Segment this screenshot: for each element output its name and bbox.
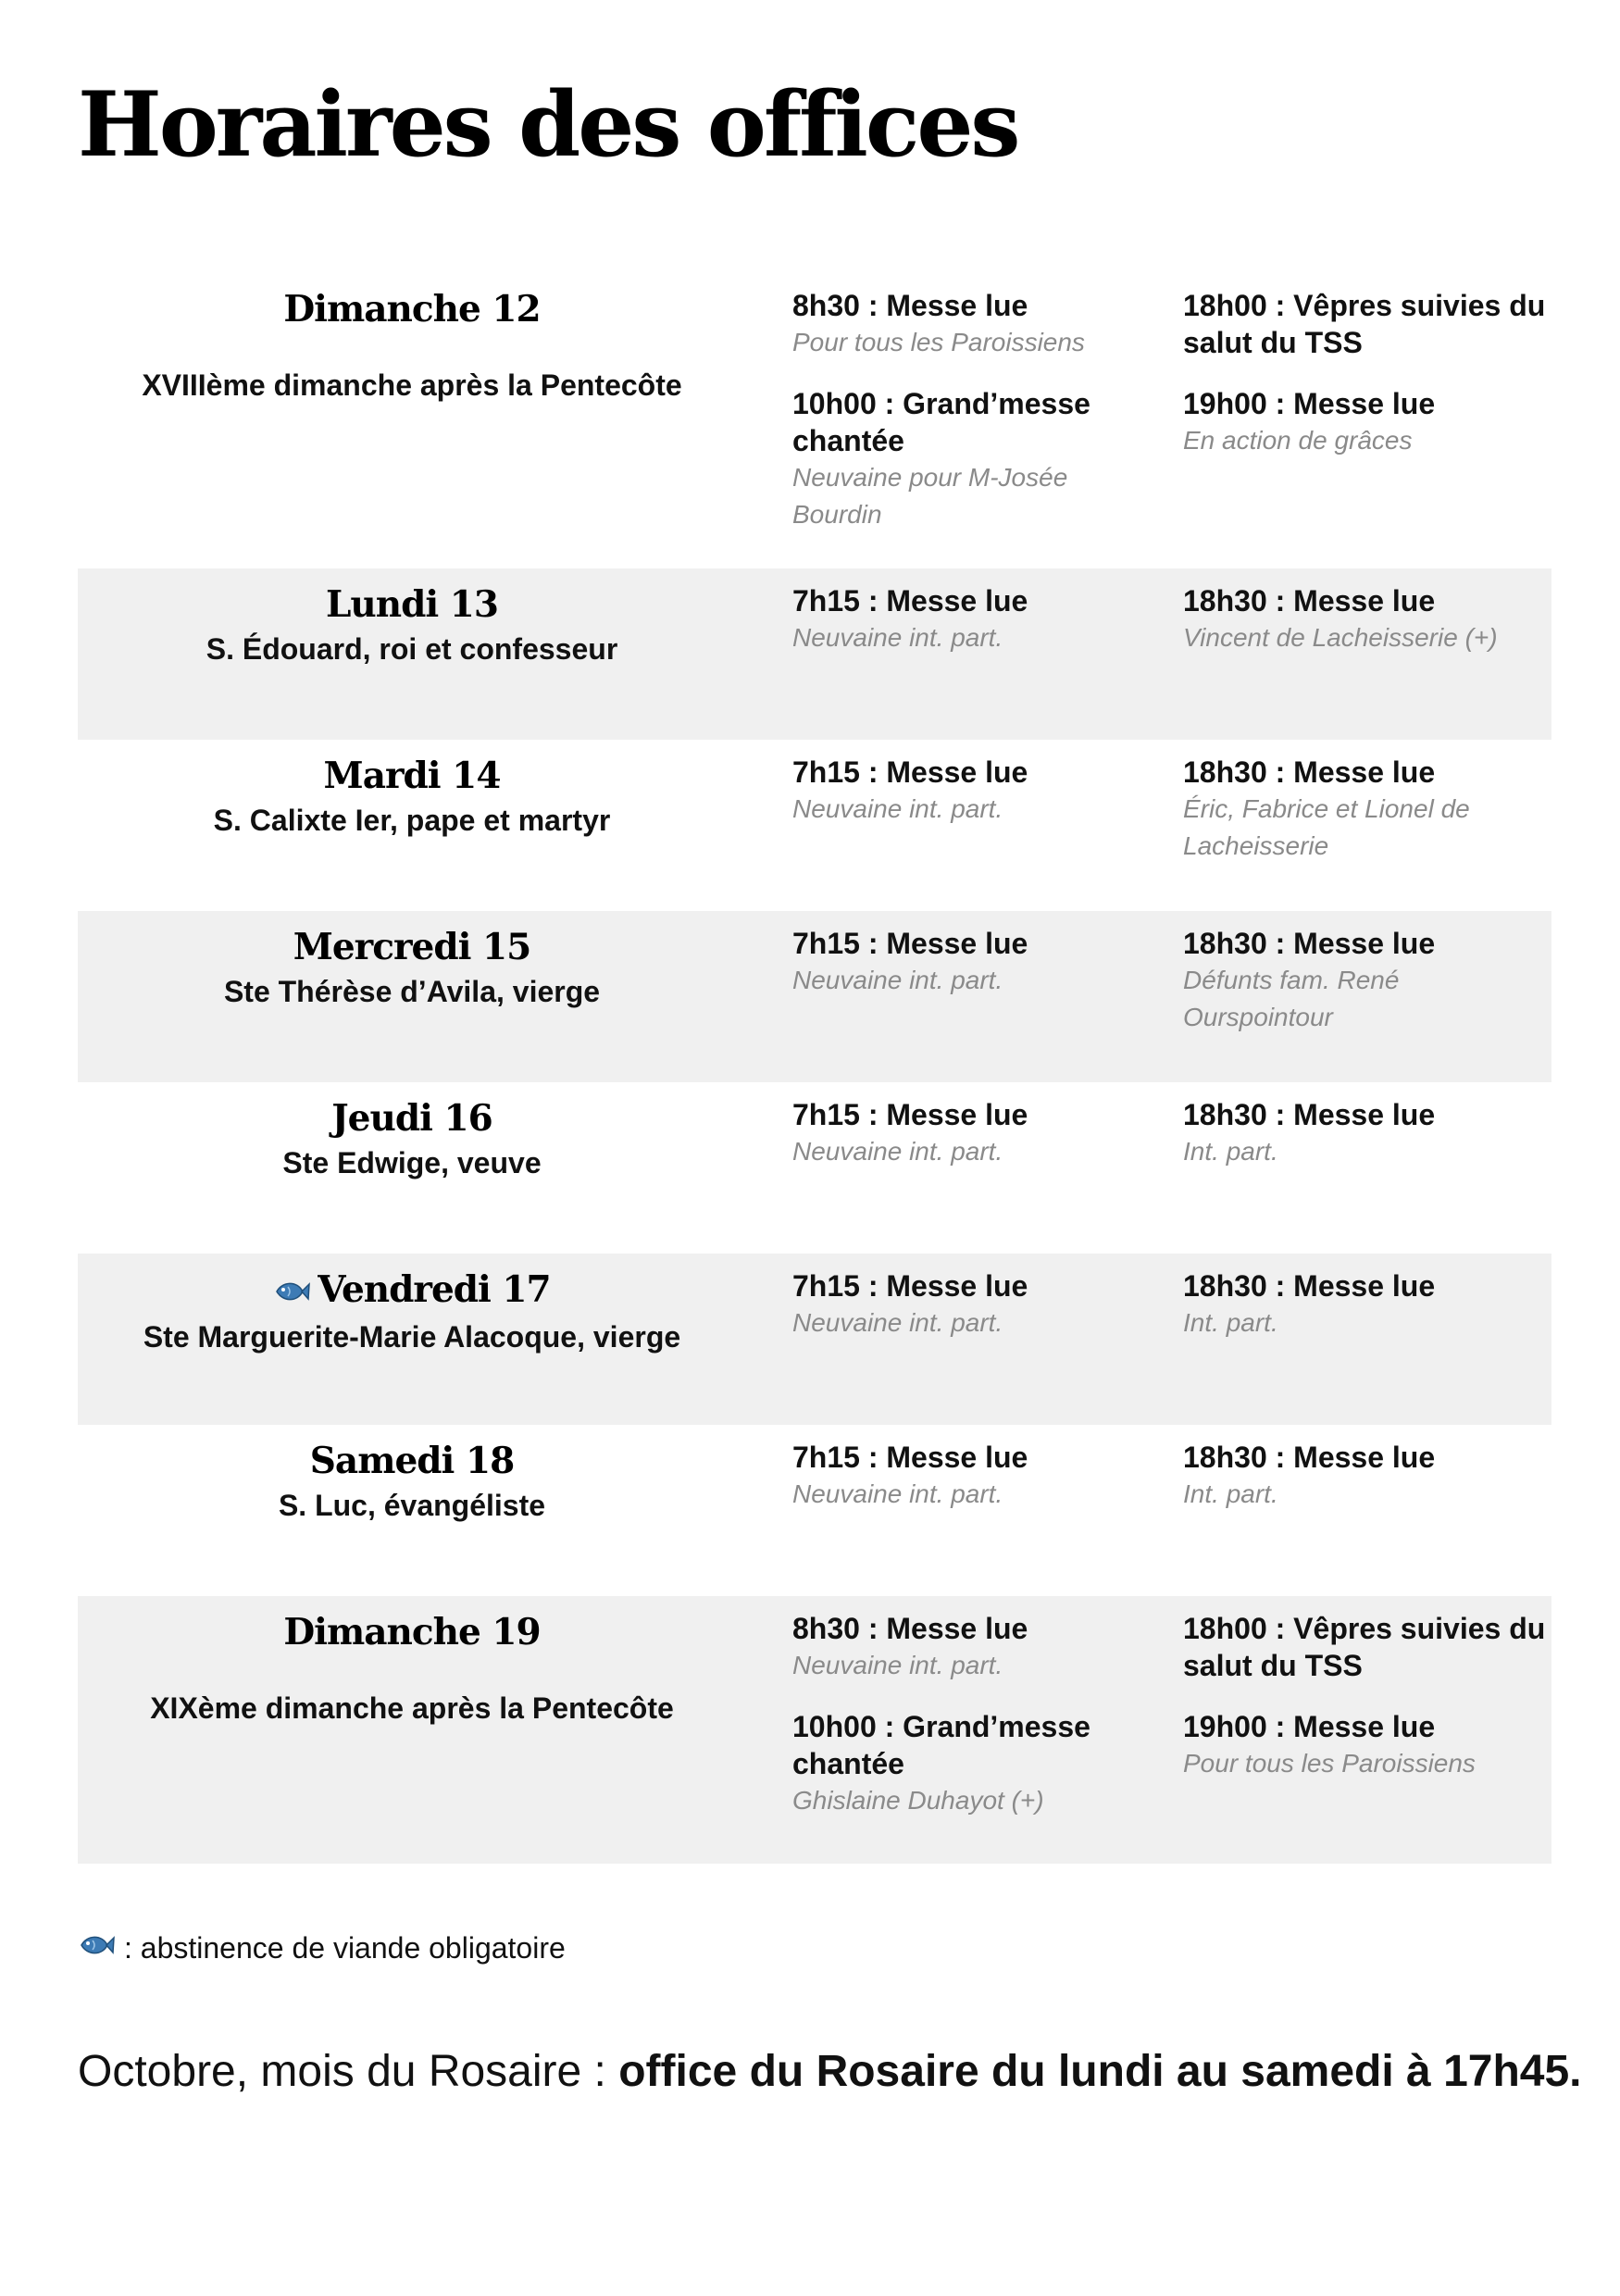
evening-offices [1183, 1267, 1550, 1366]
office-intention: Neuvaine int. part. [792, 1308, 1003, 1337]
rosary-notice [78, 2046, 1582, 2097]
day-header [78, 1610, 746, 1730]
office-time: 18h30 : Messe lue [1183, 1441, 1436, 1474]
day-name [78, 1096, 746, 1141]
office-entry [1183, 1610, 1550, 1684]
day-row [78, 568, 1551, 740]
day-name-text: Dimanche 12 [283, 288, 541, 331]
office-entry [792, 925, 1144, 999]
feast-name: Ste Edwige, veuve [282, 1146, 542, 1179]
day-name [78, 287, 746, 331]
evening-offices [1183, 754, 1550, 889]
feast-name: XVIIIème dimanche après la Pentecôte [142, 368, 682, 402]
day-header [78, 1439, 746, 1528]
day-row [78, 1254, 1551, 1425]
office-time: 8h30 : Messe lue [792, 289, 1028, 322]
office-entry [1183, 1708, 1550, 1782]
office-time: 8h30 : Messe lue [792, 1612, 1028, 1645]
office-intention: Neuvaine pour M-Josée Bourdin [792, 463, 1068, 529]
office-entry [1183, 1439, 1550, 1513]
evening-offices [1183, 925, 1550, 1060]
morning-offices [792, 1610, 1144, 1843]
office-intention: Neuvaine int. part. [792, 1651, 1003, 1679]
feast-name: Ste Thérèse d’Avila, vierge [223, 975, 601, 1008]
office-time: 10h00 : Grand’messe chantée [792, 1710, 1090, 1780]
day-row [78, 1082, 1551, 1254]
office-time: 18h30 : Messe lue [1183, 1269, 1436, 1303]
office-entry [1183, 582, 1550, 656]
feast-name: Ste Marguerite-Marie Alacoque, vierge [143, 1320, 681, 1354]
rosary-notice-lead: Octobre, mois du Rosaire : [78, 2047, 619, 2096]
day-name [78, 1439, 746, 1483]
office-intention: Pour tous les Paroissiens [1183, 1749, 1476, 1778]
office-entry [1183, 1096, 1550, 1170]
evening-offices [1183, 582, 1550, 680]
office-time: 7h15 : Messe lue [792, 1098, 1028, 1131]
office-intention: Neuvaine int. part. [792, 966, 1003, 994]
office-intention: Pour tous les Paroissiens [792, 328, 1085, 356]
office-intention: Ghislaine Duhayot (+) [792, 1786, 1044, 1815]
office-intention: Défunts fam. René Ourspointour [1183, 966, 1400, 1031]
office-time: 10h00 : Grand’messe chantée [792, 387, 1090, 457]
morning-offices [792, 582, 1144, 680]
legend-text: : abstinence de viande obligatoire [124, 1931, 566, 1965]
day-name-text: Jeudi 16 [331, 1097, 492, 1140]
office-intention: Int. part. [1183, 1479, 1278, 1508]
day-row [78, 273, 1551, 568]
office-entry [792, 754, 1144, 828]
day-name-text: Vendredi 17 [318, 1268, 551, 1311]
page-title: Horaires des offices [78, 72, 1018, 177]
day-header [78, 925, 746, 1014]
schedule-table [78, 273, 1551, 1864]
office-intention: Neuvaine int. part. [792, 1479, 1003, 1508]
day-name-text: Mercredi 15 [293, 926, 531, 968]
day-row [78, 740, 1551, 911]
office-entry [1183, 287, 1550, 361]
office-time: 18h30 : Messe lue [1183, 584, 1436, 618]
office-time: 18h00 : Vêpres suivies du salut du TSS [1183, 289, 1546, 359]
office-time: 18h30 : Messe lue [1183, 755, 1436, 789]
day-name [78, 582, 746, 627]
office-entry [792, 1267, 1144, 1341]
office-time: 7h15 : Messe lue [792, 584, 1028, 618]
office-entry [1183, 754, 1550, 865]
day-name [78, 754, 746, 798]
feast-name: S. Calixte Ier, pape et martyr [213, 804, 611, 837]
office-time: 7h15 : Messe lue [792, 927, 1028, 960]
office-time: 19h00 : Messe lue [1183, 387, 1436, 420]
office-time: 19h00 : Messe lue [1183, 1710, 1436, 1743]
office-entry [792, 1439, 1144, 1513]
morning-offices [792, 1096, 1144, 1194]
office-entry [792, 287, 1144, 361]
morning-offices [792, 1267, 1144, 1366]
evening-offices [1183, 1096, 1550, 1194]
office-intention: En action de grâces [1183, 426, 1413, 455]
evening-offices [1183, 287, 1550, 483]
rosary-notice-emphasis: office du Rosaire du lundi au samedi à 17h45. [618, 2047, 1582, 2096]
evening-offices [1183, 1610, 1550, 1806]
day-name-text: Dimanche 19 [283, 1611, 541, 1653]
feast-name: XIXème dimanche après la Pentecôte [150, 1691, 674, 1725]
office-intention: Vincent de Lacheisserie (+) [1183, 623, 1498, 652]
office-intention: Neuvaine int. part. [792, 1137, 1003, 1166]
office-entry [1183, 1267, 1550, 1341]
feast-name: S. Édouard, roi et confesseur [206, 632, 618, 666]
office-entry [792, 385, 1144, 533]
feast-name: S. Luc, évangéliste [278, 1489, 546, 1522]
office-time: 18h30 : Messe lue [1183, 927, 1436, 960]
office-intention: Int. part. [1183, 1137, 1278, 1166]
office-intention: Éric, Fabrice et Lionel de Lacheisserie [1183, 794, 1470, 860]
day-name [78, 1267, 746, 1315]
fish-icon [78, 1931, 115, 1965]
evening-offices [1183, 1439, 1550, 1537]
day-header [78, 287, 746, 407]
day-name [78, 1610, 746, 1654]
office-entry [792, 1610, 1144, 1684]
office-entry [792, 1708, 1144, 1819]
legend [78, 1931, 566, 1965]
office-time: 7h15 : Messe lue [792, 755, 1028, 789]
office-time: 7h15 : Messe lue [792, 1441, 1028, 1474]
day-row [78, 911, 1551, 1082]
day-header [78, 582, 746, 671]
day-header [78, 1267, 746, 1359]
day-name-text: Lundi 13 [325, 583, 499, 626]
office-entry [792, 582, 1144, 656]
fish-icon [273, 1270, 310, 1315]
day-name-text: Mardi 14 [323, 755, 501, 797]
morning-offices [792, 287, 1144, 557]
office-entry [1183, 385, 1550, 459]
office-time: 18h00 : Vêpres suivies du salut du TSS [1183, 1612, 1546, 1682]
day-row [78, 1596, 1551, 1864]
day-header [78, 754, 746, 842]
office-intention: Int. part. [1183, 1308, 1278, 1337]
day-name-text: Samedi 18 [309, 1440, 515, 1482]
day-row [78, 1425, 1551, 1596]
office-entry [792, 1096, 1144, 1170]
morning-offices [792, 925, 1144, 1023]
day-header [78, 1096, 746, 1185]
day-name [78, 925, 746, 969]
office-intention: Neuvaine int. part. [792, 794, 1003, 823]
office-time: 18h30 : Messe lue [1183, 1098, 1436, 1131]
office-intention: Neuvaine int. part. [792, 623, 1003, 652]
office-time: 7h15 : Messe lue [792, 1269, 1028, 1303]
morning-offices [792, 754, 1144, 852]
morning-offices [792, 1439, 1144, 1537]
office-entry [1183, 925, 1550, 1036]
